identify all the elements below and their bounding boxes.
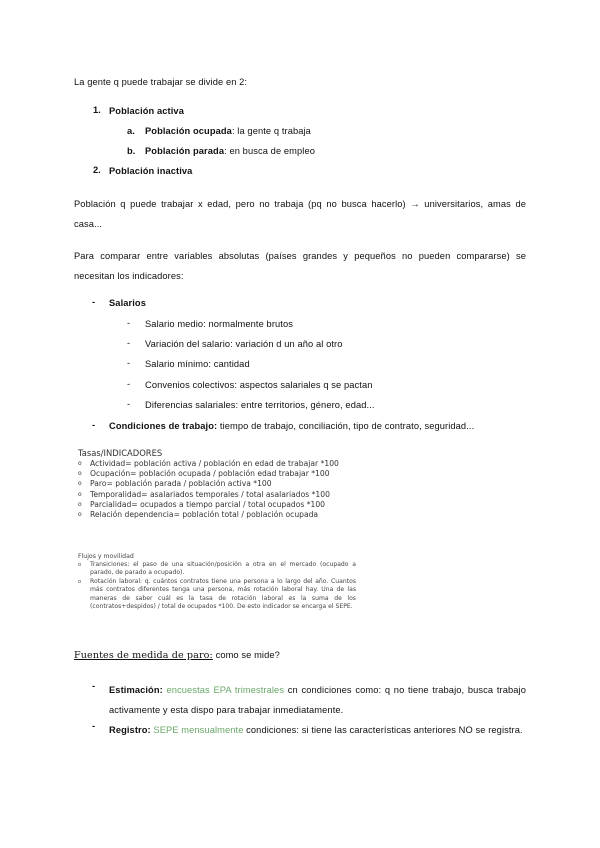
salario-item: Salario medio: normalmente brutos — [145, 319, 293, 329]
intro-text: La gente q puede trabajar se divide en 2: — [74, 77, 248, 87]
tasas-item: o Temporalidad= asalariados temporales / total asalariados *100 — [78, 489, 330, 499]
dash-bullet: - — [92, 297, 96, 307]
paragraph-inactiva: Población q puede trabajar x edad, pero no trabaja (pq no busca hacerlo) → universitarios, amas de casa... — [74, 199, 526, 229]
flujos-item: o Rotación laboral: q. cuántos contratos tiene una persona a lo largo del año. Cuantos más contratos diferentes tenga una persona, más rotación laboral hay. Una de las maneras de saber cuál es la tasa de rotación laboral es la suma de los (contratos+despidos) / total de ocupados *100. De esto indicador se encarga el SEPE. — [78, 577, 356, 611]
sublist-item-ocupada: Población ocupada: la gente q trabaja — [145, 126, 311, 136]
dash-bullet: - — [127, 338, 131, 348]
salario-item: Diferencias salariales: entre territorios, género, edad... — [145, 400, 375, 410]
registro-item: Registro: SEPE mensualmente condiciones: si tiene las características anteriores NO se registra. — [109, 725, 523, 735]
tasas-indicadores-image — [78, 448, 368, 520]
list-number-1: 1. — [93, 105, 101, 115]
list-number-2: 2. — [93, 165, 101, 175]
tasas-title: Tasas/INDICADORES — [78, 448, 163, 458]
salarios-heading: Salarios — [109, 298, 146, 308]
tasas-item: o Paro= población parada / población activa *100 — [78, 479, 272, 489]
flujos-item: o Transiciones: el paso de una situación/posición a otra en el mercado (ocupado a parado, de parado a ocupado). — [78, 561, 356, 577]
sublist-letter-b: b. — [127, 146, 136, 156]
dash-bullet: - — [92, 420, 96, 430]
fuentes-heading: Fuentes de medida de paro: como se mide? — [74, 650, 280, 661]
dash-bullet: - — [92, 681, 96, 691]
flujos-title: Flujos y movilidad — [78, 553, 134, 560]
paragraph-indicadores: Para comparar entre variables absolutas (países grandes y pequeños no pueden compararse) se necesitan los indicadores: — [74, 251, 526, 281]
dash-bullet: - — [127, 379, 131, 389]
tasas-item: o Relación dependencia= población total / población ocupada — [78, 510, 319, 520]
dash-bullet: - — [127, 318, 131, 328]
dash-bullet: - — [92, 721, 96, 731]
list-item-poblacion-activa: Población activa — [109, 106, 184, 116]
tasas-item: o Actividad= población activa / población en edad de trabajar *100 — [78, 459, 339, 468]
dash-bullet: - — [127, 358, 131, 368]
salario-item: Variación del salario: variación d un año al otro — [145, 339, 343, 349]
estimacion-item: Estimación: encuestas EPA trimestrales cn condiciones como: q no tiene trabajo, busca trabajo activamente y esta dispo para trabajar inmediatamente. — [109, 685, 526, 715]
sublist-letter-a: a. — [127, 126, 135, 136]
list-item-poblacion-inactiva: Población inactiva — [109, 166, 193, 176]
salario-item: Convenios colectivos: aspectos salariales q se pactan — [145, 380, 373, 390]
tasas-item: o Parcialidad= ocupados a tiempo parcial / total ocupados *100 — [78, 499, 325, 509]
condiciones-trabajo: Condiciones de trabajo: tiempo de trabajo, conciliación, tipo de contrato, seguridad... — [109, 421, 475, 431]
tasas-item: o Ocupación= población ocupada / población edad trabajar *100 — [78, 469, 330, 479]
flujos-movilidad-image — [78, 552, 368, 611]
dash-bullet: - — [127, 399, 131, 409]
salario-item: Salario mínimo: cantidad — [145, 359, 250, 369]
sublist-item-parada: Población parada: en busca de empleo — [145, 146, 315, 156]
